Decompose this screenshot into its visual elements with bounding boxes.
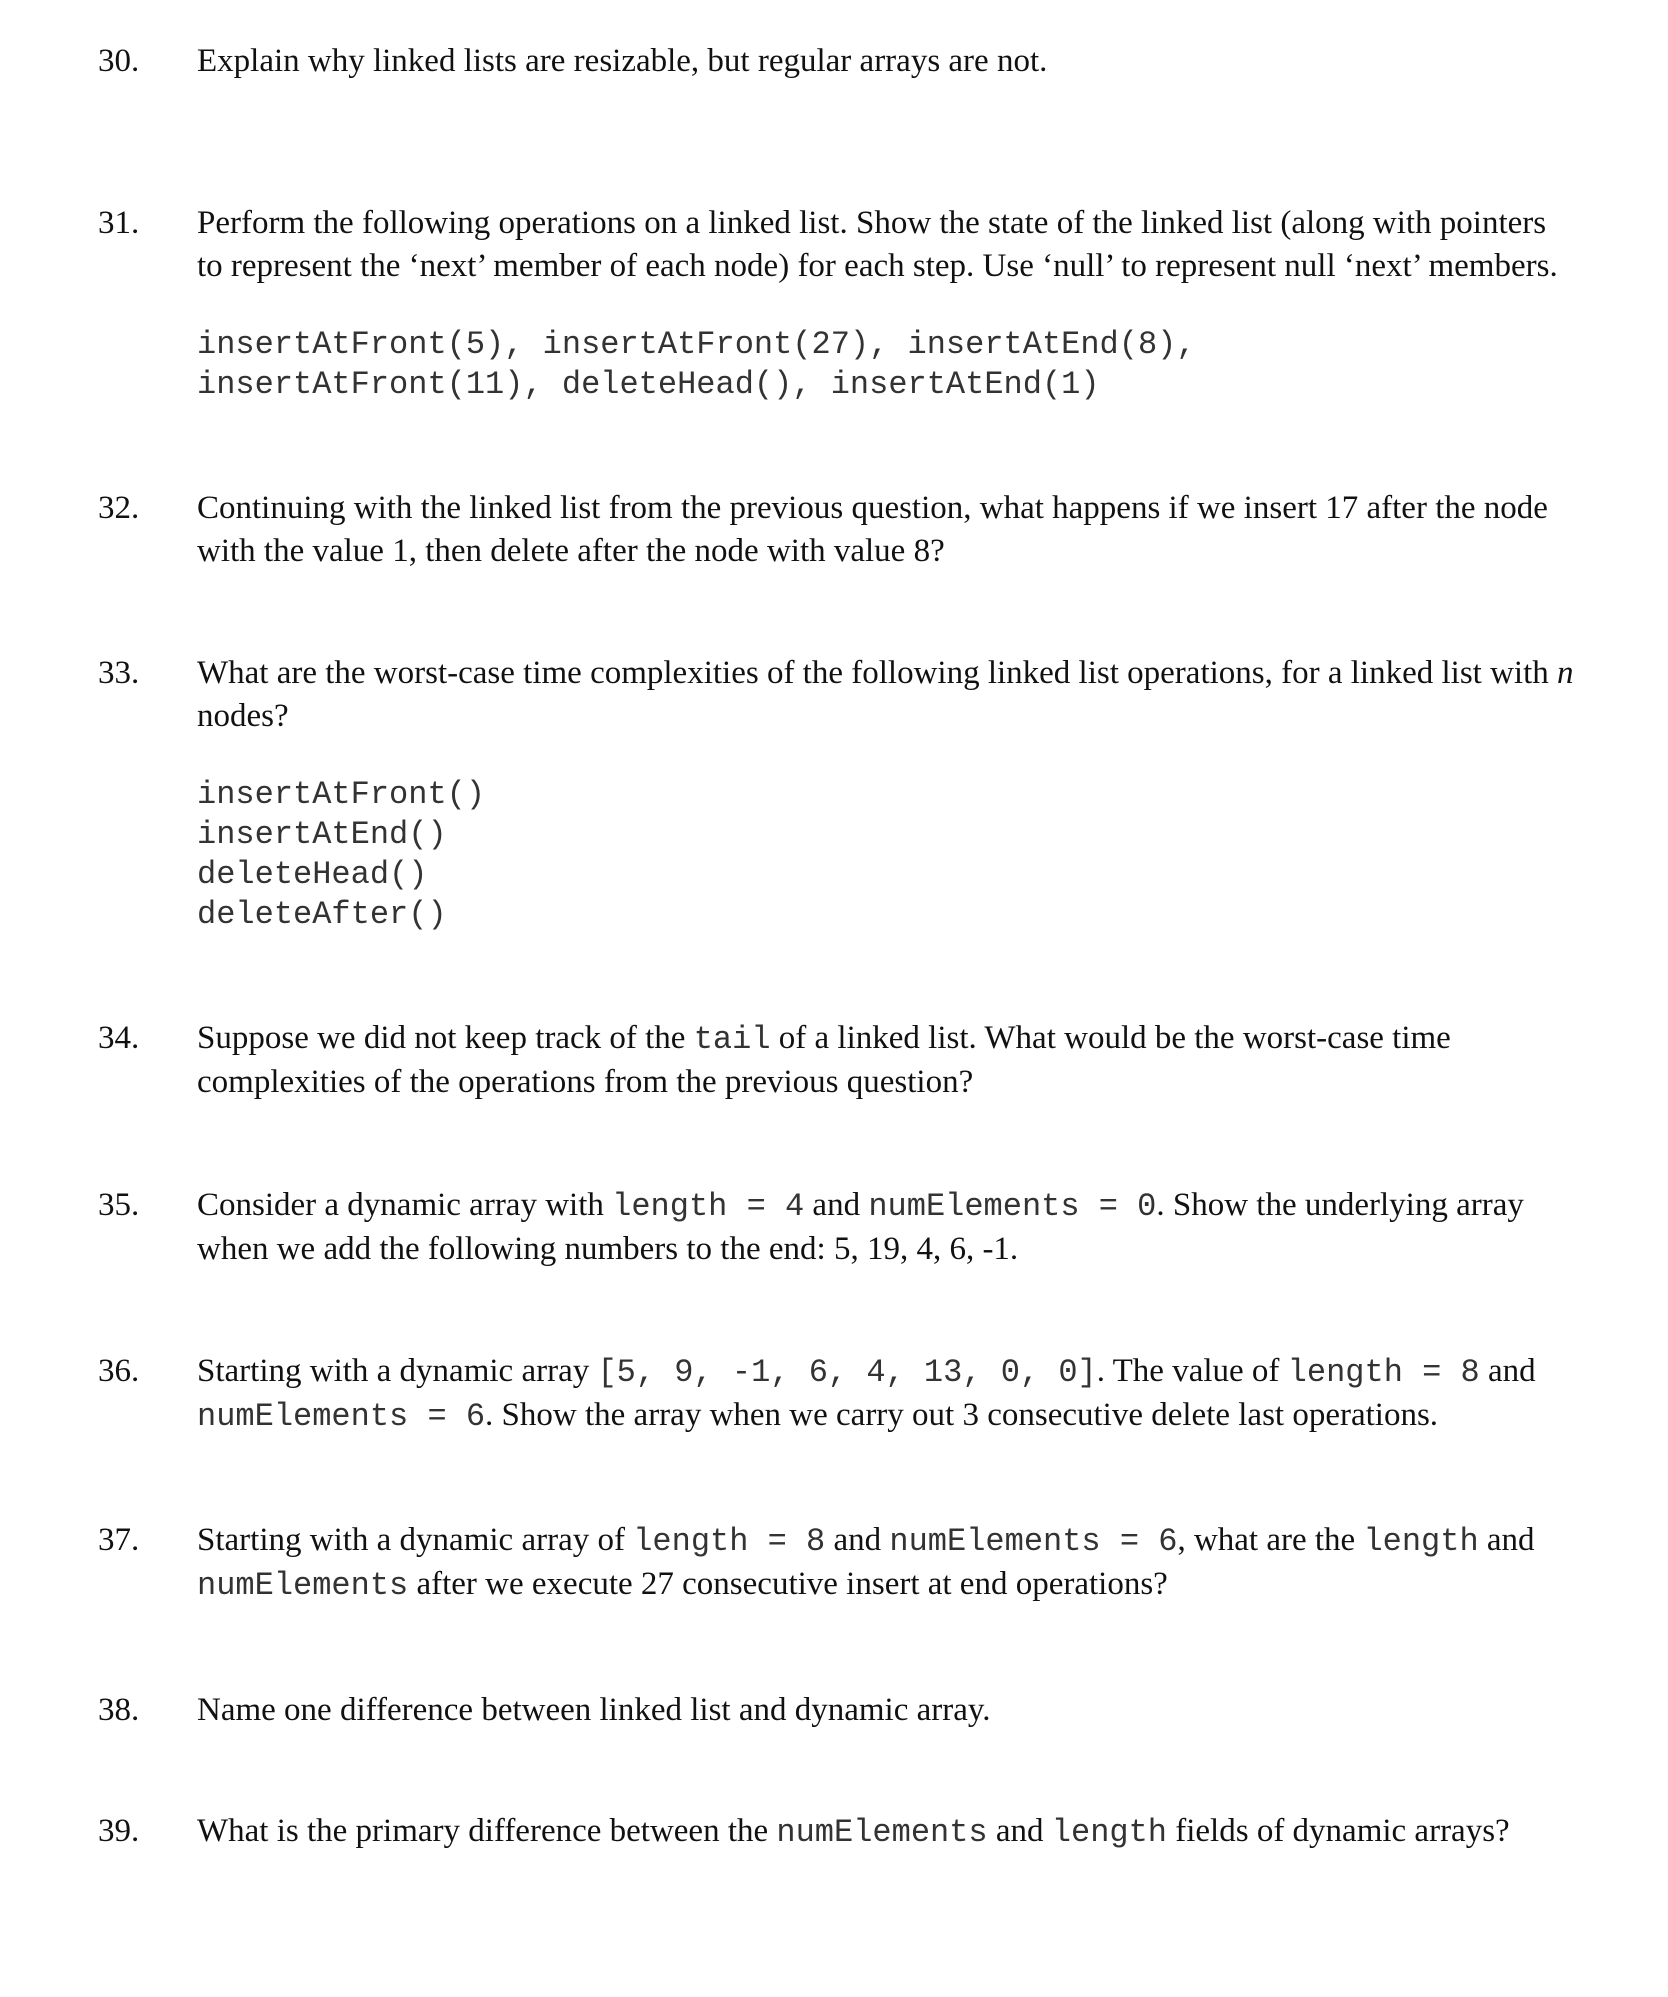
question-number: 32. <box>98 490 140 526</box>
question-number: 36. <box>98 1353 140 1389</box>
question-line <box>197 1810 1617 1854</box>
text-run: . Show the underlying array <box>1156 1187 1524 1223</box>
text-run: Starting with a dynamic array <box>197 1353 598 1389</box>
question-text <box>197 1184 1617 1271</box>
question-number: 37. <box>98 1522 140 1558</box>
text-run: and <box>987 1813 1052 1849</box>
question-text <box>197 202 1617 405</box>
text-run: Name one difference between linked list and dynamic array. <box>197 1692 991 1728</box>
text-run: when we add the following numbers to the end: 5, 19, 4, 6, -1. <box>197 1231 1019 1267</box>
text-run: What is the primary difference between the <box>197 1813 777 1849</box>
question-text <box>197 652 1617 935</box>
question-line <box>197 695 1617 738</box>
question-text <box>197 1810 1617 1854</box>
question-line <box>197 202 1617 245</box>
inline-code: numElements = 0 <box>868 1188 1157 1225</box>
text-run: . The value of <box>1096 1353 1288 1389</box>
code-line: insertAtFront() <box>197 776 486 813</box>
question-line <box>197 1184 1617 1228</box>
question-line <box>197 1519 1617 1563</box>
question-line <box>197 1689 1617 1732</box>
question-line <box>197 1061 1617 1104</box>
question-number: 39. <box>98 1813 140 1849</box>
code-block <box>197 325 1617 405</box>
text-run: n <box>1557 655 1574 691</box>
question-line <box>197 652 1617 695</box>
text-run: Explain why linked lists are resizable, but regular arrays are not. <box>197 43 1048 79</box>
question-number: 34. <box>98 1020 140 1056</box>
code-line: insertAtFront(5), insertAtFront(27), insertAtEnd(8), <box>197 326 1196 363</box>
text-run: Perform the following operations on a linked list. Show the state of the linked list (along with pointers <box>197 205 1547 241</box>
code-line: deleteHead() <box>197 856 428 893</box>
inline-code: length <box>1363 1523 1479 1560</box>
question-line <box>197 1228 1617 1271</box>
text-run: Suppose we did not keep track of the <box>197 1020 694 1056</box>
inline-code: numElements = 6 <box>197 1398 486 1435</box>
question-text <box>197 487 1617 573</box>
question-text <box>197 1350 1617 1438</box>
question-number: 35. <box>98 1187 140 1223</box>
question-line <box>197 40 1617 83</box>
inline-code: tail <box>693 1021 771 1058</box>
text-run: What are the worst-case time complexities of the following linked list operations, for a linked list with <box>197 655 1557 691</box>
text-run: fields of dynamic arrays? <box>1167 1813 1510 1849</box>
question-line <box>197 1563 1617 1607</box>
question-line <box>197 530 1617 573</box>
code-line: insertAtFront(11), deleteHead(), insertAtEnd(1) <box>197 366 1100 403</box>
text-run: and <box>825 1522 890 1558</box>
text-run: with the value 1, then delete after the node with value 8? <box>197 533 945 569</box>
inline-code: length = 8 <box>1287 1354 1480 1391</box>
text-run: . Show the array when we carry out 3 consecutive delete last operations. <box>485 1397 1439 1433</box>
text-run: complexities of the operations from the previous question? <box>197 1064 974 1100</box>
text-run: , what are the <box>1177 1522 1364 1558</box>
question-line <box>197 1350 1617 1394</box>
text-run: after we execute 27 consecutive insert at end operations? <box>408 1566 1168 1602</box>
question-text <box>197 1519 1617 1607</box>
question-number: 38. <box>98 1692 140 1728</box>
question-number: 31. <box>98 205 140 241</box>
inline-code: length <box>1051 1814 1167 1851</box>
text-run: nodes? <box>197 698 289 734</box>
inline-code: [5, 9, -1, 6, 4, 13, 0, 0] <box>597 1354 1097 1391</box>
text-run: of a linked list. What would be the worst-case time <box>770 1020 1451 1056</box>
code-line: deleteAfter() <box>197 896 447 933</box>
text-run: and <box>804 1187 869 1223</box>
inline-code: length = 8 <box>633 1523 826 1560</box>
question-line <box>197 1394 1617 1438</box>
text-run: Starting with a dynamic array of <box>197 1522 634 1558</box>
question-number: 30. <box>98 43 140 79</box>
inline-code: numElements <box>197 1567 409 1604</box>
text-run: Consider a dynamic array with <box>197 1187 613 1223</box>
question-text <box>197 40 1617 83</box>
code-block <box>197 775 1617 935</box>
inline-code: numElements <box>776 1814 988 1851</box>
text-run: to represent the ‘next’ member of each node) for each step. Use ‘null’ to represent null ‘next’ members. <box>197 248 1558 284</box>
code-line: insertAtEnd() <box>197 816 447 853</box>
question-line <box>197 245 1617 288</box>
text-run: Continuing with the linked list from the previous question, what happens if we insert 17 after the node <box>197 490 1548 526</box>
question-line <box>197 487 1617 530</box>
question-text <box>197 1689 1617 1732</box>
inline-code: numElements = 6 <box>889 1523 1178 1560</box>
text-run: and <box>1479 1353 1536 1389</box>
inline-code: length = 4 <box>612 1188 805 1225</box>
text-run: and <box>1478 1522 1535 1558</box>
question-line <box>197 1017 1617 1061</box>
question-text <box>197 1017 1617 1104</box>
question-number: 33. <box>98 655 140 691</box>
